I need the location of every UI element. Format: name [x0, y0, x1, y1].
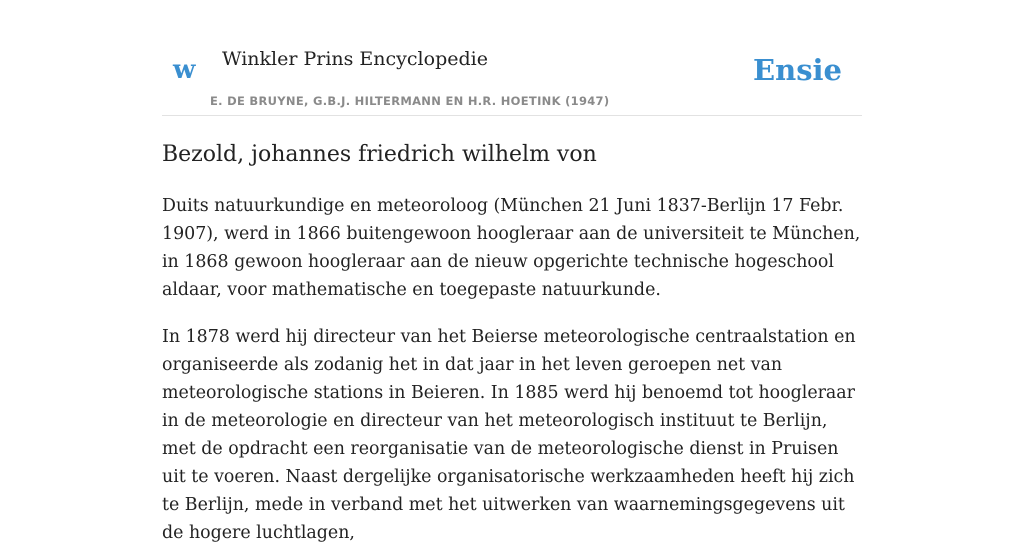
article-paragraph: In 1878 werd hij directeur van het Beierse meteorologische centraalstation en organiseerde als zodanig het in dat jaar in het leven geroepen net van meteorologische stations in Beieren. In 1885 werd hij benoemd tot hoogleraar in de meteorologie en directeur van het meteorologisch instituut te Berlijn, met de opdracht een reorganisatie van de meteorologische dienst in Pruisen uit te voeren. Naast dergelijke organisatorische werkzaamheden heeft hij zich te Berlijn, mede in verband met het uitwerken van waarnemingsgegevens uit de hogere luchtlagen, [162, 327, 856, 543]
authors-line: E. DE BRUYNE, G.B.J. HILTERMANN EN H.R. HOETINK (1947) [210, 94, 610, 108]
header [162, 0, 862, 116]
article-title: Bezold, johannes friedrich wilhelm von [162, 142, 597, 167]
site-title-link[interactable]: Winkler Prins Encyclopedie [222, 48, 488, 70]
encyclopedia-logo-icon[interactable]: w [173, 55, 196, 85]
page [162, 0, 862, 543]
ensie-brand-logo[interactable]: Ensie [753, 53, 842, 87]
article-paragraph: Duits natuurkundige en meteoroloog (München 21 Juni 1837-Berlijn 17 Febr. 1907), werd in 1866 buitengewoon hoogleraar aan de universiteit te München, in 1868 gewoon hoogleraar aan de nieuw opgerichte technische hogeschool aldaar, voor mathematische en toegepaste natuurkunde. [162, 196, 861, 300]
